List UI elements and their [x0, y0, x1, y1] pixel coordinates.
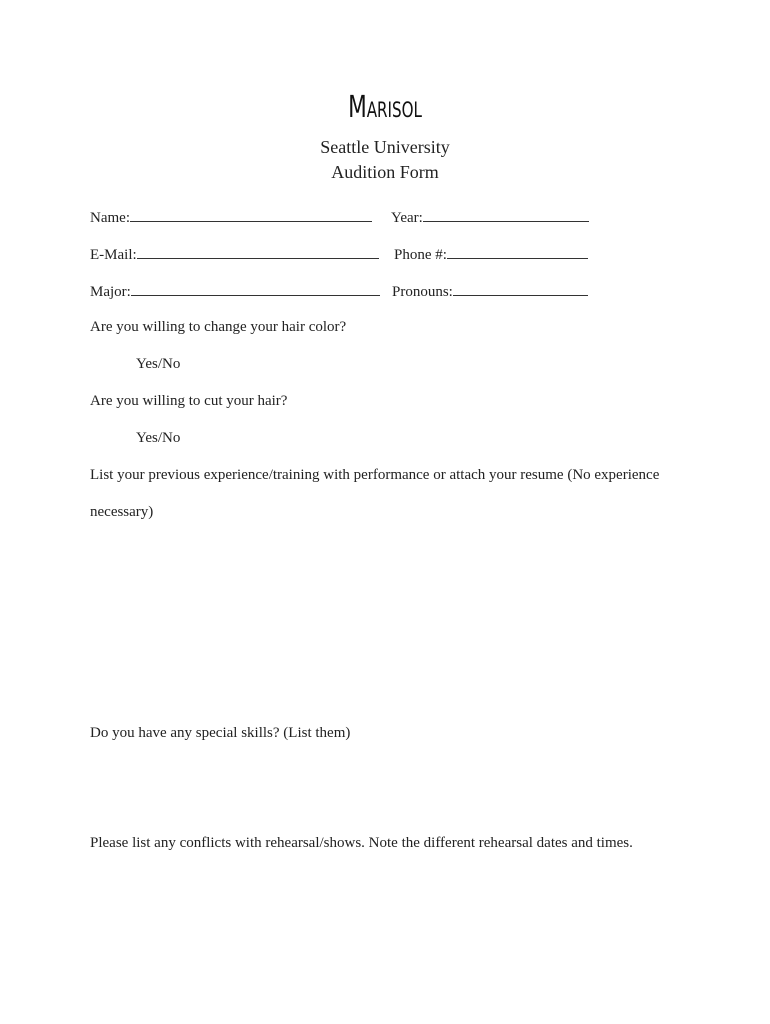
institution-name: Seattle University [320, 137, 450, 157]
play-title: Marisol [348, 90, 422, 125]
phone-field [394, 245, 588, 264]
email-field [90, 245, 379, 264]
name-field [90, 208, 372, 227]
pronouns-input-line[interactable] [453, 282, 588, 296]
pronouns-field [392, 282, 588, 301]
conflicts-question: Please list any conflicts with rehearsal/shows. Note the different rehearsal dates and times. [90, 835, 633, 851]
form-title: Audition Form [331, 162, 439, 182]
hair-color-answer[interactable]: Yes/No [136, 356, 181, 372]
cut-hair-question: Are you willing to cut your hair? [90, 393, 288, 409]
major-input-line[interactable] [131, 282, 380, 296]
pronouns-label: Pronouns: [392, 284, 453, 300]
major-field [90, 282, 380, 301]
phone-label: Phone #: [394, 247, 447, 263]
email-input-line[interactable] [137, 245, 379, 259]
year-label: Year: [391, 210, 423, 226]
email-label: E-Mail: [90, 247, 137, 263]
special-skills-question: Do you have any special skills? (List them) [90, 725, 351, 741]
cut-hair-answer[interactable]: Yes/No [136, 430, 181, 446]
experience-question-line2: necessary) [90, 504, 154, 520]
year-field [391, 208, 589, 227]
major-label: Major: [90, 284, 131, 300]
name-input-line[interactable] [130, 208, 372, 222]
hair-color-question: Are you willing to change your hair color? [90, 319, 347, 335]
year-input-line[interactable] [423, 208, 589, 222]
experience-question-line1: List your previous experience/training with performance or attach your resume (No experience [90, 467, 660, 483]
phone-input-line[interactable] [447, 245, 588, 259]
name-label: Name: [90, 210, 130, 226]
